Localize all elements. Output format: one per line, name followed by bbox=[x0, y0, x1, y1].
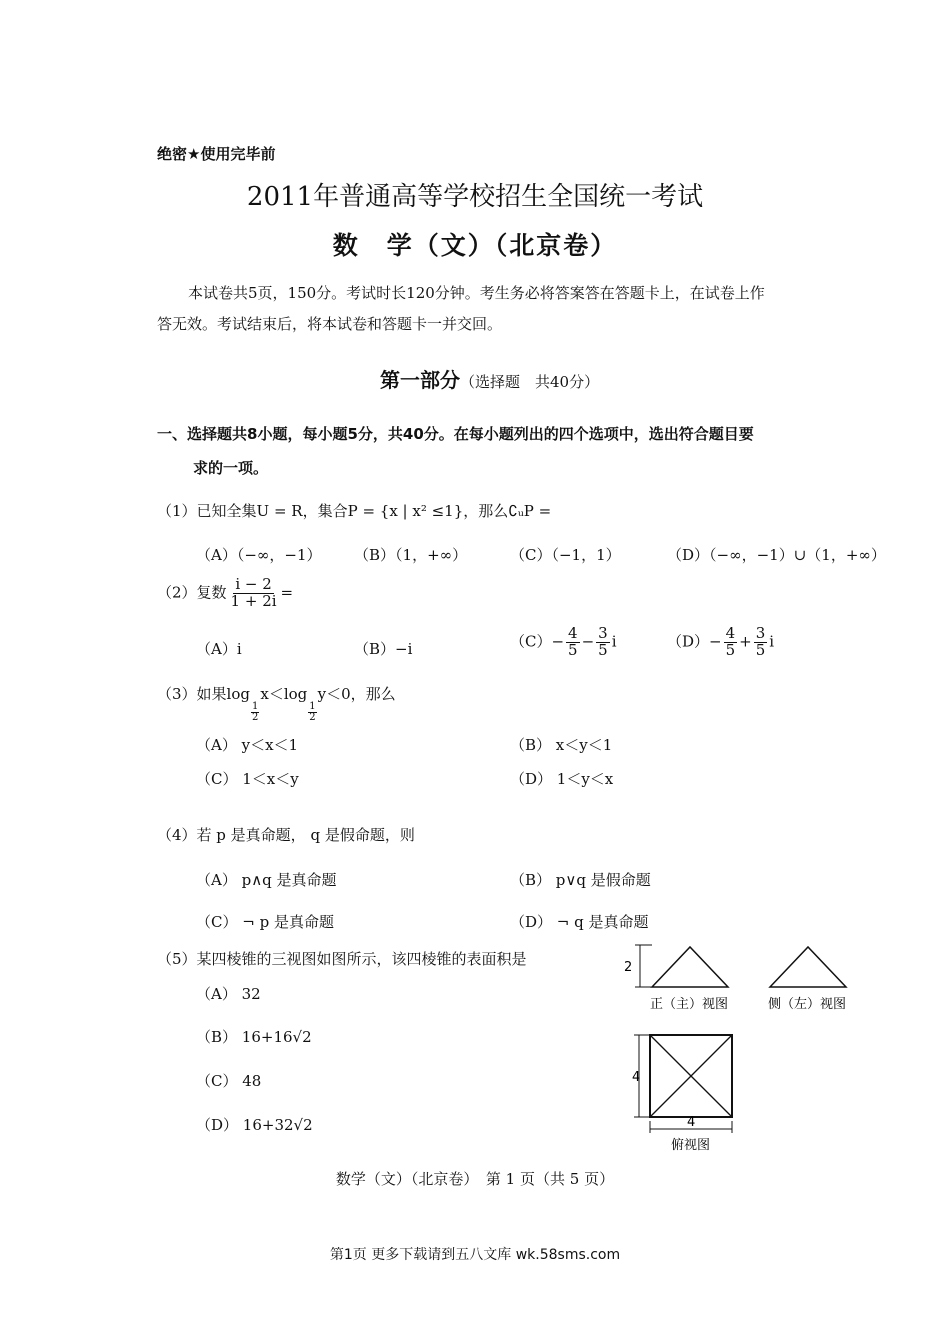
q4-option-b: （B） p∨q 是假命题 bbox=[510, 871, 651, 889]
q4-option-c: （C） ¬ p 是真命题 bbox=[196, 913, 334, 931]
q2-d-frac-2 bbox=[754, 626, 768, 659]
q2-suffix: = bbox=[280, 583, 294, 602]
part-one-title: 第一部分 bbox=[380, 368, 460, 392]
q3-stem bbox=[157, 683, 396, 723]
front-dim-label: 2 bbox=[624, 960, 633, 975]
q1-stem: （1）已知全集U = R，集合P = {x | x² ≤1}，那么∁ᵤP = bbox=[157, 502, 552, 520]
q4-option-d: （D） ¬ q 是真命题 bbox=[510, 913, 649, 931]
intro-line-1: 本试卷共5页，150分。考试时长120分钟。考生务必将答案答在答题卡上，在试卷上作 bbox=[188, 284, 765, 302]
q2-option-b: （B）−i bbox=[354, 640, 413, 658]
q3-log-base-2 bbox=[308, 702, 316, 723]
q2-d-prefix: （D）− bbox=[667, 632, 722, 651]
q5-option-d: （D） 16+32√2 bbox=[196, 1116, 313, 1134]
section-one-line-2: 求的一项。 bbox=[193, 459, 269, 477]
q3-option-a: （A） y＜x＜1 bbox=[196, 736, 299, 754]
q5-option-c: （C） 48 bbox=[196, 1072, 262, 1090]
q3-option-d: （D） 1＜y＜x bbox=[510, 770, 614, 788]
q2-d-frac-1-num: 4 bbox=[725, 624, 736, 642]
q2-c-frac-1 bbox=[566, 626, 580, 659]
q2-c-prefix: （C）− bbox=[510, 632, 565, 651]
q2-option-d bbox=[667, 626, 774, 659]
q3-option-c: （C） 1＜x＜y bbox=[196, 770, 299, 788]
q2-option-a: （A）i bbox=[196, 640, 242, 658]
section-one-line-1: 一、选择题共8小题，每小题5分，共40分。在每小题列出的四个选项中，选出符合题目要 bbox=[157, 425, 754, 443]
q2-fraction bbox=[229, 577, 279, 610]
q2-d-frac-1 bbox=[724, 626, 738, 659]
q2-c-frac-1-den: 5 bbox=[568, 640, 578, 659]
q1-option-b: （B）（1，+∞） bbox=[354, 546, 468, 564]
q3-suffix: y＜0，那么 bbox=[317, 685, 396, 703]
page-info-footer: 数学（文）（北京卷） 第 1 页（共 5 页） bbox=[335, 1170, 615, 1188]
q5-option-a: （A） 32 bbox=[196, 985, 261, 1003]
three-view-figure bbox=[615, 935, 875, 1160]
download-footer: 第1页 更多下载请到五八文库 wk.58sms.com bbox=[329, 1247, 621, 1263]
q2-prefix: （2）复数 bbox=[157, 583, 227, 602]
side-view-triangle bbox=[770, 947, 846, 987]
q5-option-b: （B） 16+16√2 bbox=[196, 1028, 312, 1046]
q3-log-base-2-num: 1 bbox=[309, 701, 316, 712]
q3-log-base-1-num: 1 bbox=[251, 701, 259, 712]
q3-log-base-1-den: 2 bbox=[251, 712, 259, 723]
side-view-label: 侧（左）视图 bbox=[768, 997, 847, 1012]
top-view-label: 俯视图 bbox=[671, 1138, 711, 1153]
q3-log-base-2-den: 2 bbox=[309, 712, 316, 723]
q2-d-frac-1-den: 5 bbox=[725, 640, 736, 659]
q3-mid: x＜log bbox=[260, 685, 308, 703]
q2-c-suffix: i bbox=[611, 632, 617, 651]
q3-prefix: （3）如果log bbox=[157, 685, 250, 703]
top-dim-bottom-label: 4 bbox=[687, 1115, 696, 1130]
q2-c-frac-2-num: 3 bbox=[598, 624, 608, 642]
exam-subtitle: 数 学（文）（北京卷） bbox=[332, 231, 618, 260]
intro-line-2: 答无效。考试结束后，将本试卷和答题卡一并交回。 bbox=[157, 315, 503, 333]
q2-c-mid: − bbox=[581, 632, 595, 651]
front-view-label: 正（主）视图 bbox=[650, 997, 729, 1012]
q2-c-frac-2-den: 5 bbox=[598, 640, 608, 659]
front-view-triangle bbox=[652, 947, 728, 987]
q3-option-b: （B） x＜y＜1 bbox=[510, 736, 613, 754]
top-dim-left-label: 4 bbox=[632, 1070, 641, 1085]
q1-option-a: （A）（−∞，−1） bbox=[196, 546, 322, 564]
q2-c-frac-2 bbox=[596, 626, 610, 659]
q2-fraction-num: i − 2 bbox=[235, 575, 272, 593]
part-one-heading bbox=[380, 364, 599, 393]
q2-d-mid: + bbox=[739, 632, 752, 651]
q2-fraction-den: 1 + 2i bbox=[230, 591, 277, 610]
exam-title: 2011年普通高等学校招生全国统一考试 bbox=[246, 182, 704, 212]
q2-d-frac-2-num: 3 bbox=[755, 624, 766, 642]
q5-stem: （5）某四棱锥的三视图如图所示，该四棱锥的表面积是 bbox=[157, 950, 527, 968]
q2-option-c bbox=[510, 626, 617, 659]
q2-stem bbox=[157, 577, 293, 610]
q2-d-frac-2-den: 5 bbox=[755, 640, 766, 659]
q4-stem: （4）若 p 是真命题， q 是假命题，则 bbox=[157, 826, 415, 844]
secret-label: 绝密★使用完毕前 bbox=[157, 145, 276, 163]
q1-option-c: （C）（−1，1） bbox=[510, 546, 621, 564]
q3-log-base-1 bbox=[251, 702, 259, 723]
q4-option-a: （A） p∧q 是真命题 bbox=[196, 871, 337, 889]
q2-d-suffix: i bbox=[769, 632, 775, 651]
q2-c-frac-1-num: 4 bbox=[568, 624, 578, 642]
q1-option-d: （D）（−∞，−1）∪（1，+∞） bbox=[667, 546, 886, 564]
part-one-note: （选择题 共40分） bbox=[460, 373, 600, 391]
